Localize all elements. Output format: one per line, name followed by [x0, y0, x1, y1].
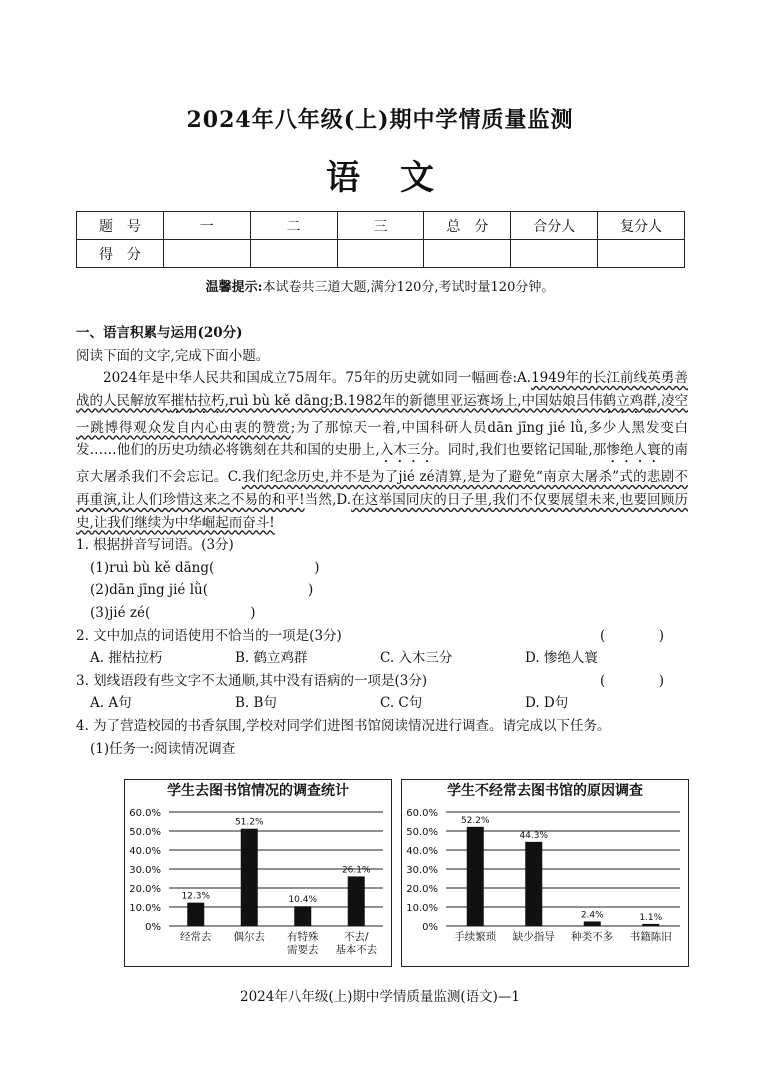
sentence-d: 在这举国同庆的日子里,我们不仅要展望未来,也要回顾历史,让我们继续为中华崛起而奋斗! — [76, 491, 688, 531]
x-tick-line: 缺少指导 — [512, 931, 555, 943]
q1-item-text: (2)dān jīng jié lǜ( — [90, 582, 208, 599]
dotted-word: 鹤立鸡群 — [602, 392, 657, 409]
sentence-c: 我们纪念历史,并不是为了jié zé清算,是为了避免“南京大屠杀”式的悲剧不再重演,让人们珍惜这来之不易的和平! — [76, 469, 688, 508]
option: A. 摧枯拉朽 — [90, 650, 163, 667]
page-title: 2024年八年级(上)期中学情质量监测 — [186, 107, 574, 133]
score-entry-cell[interactable] — [511, 240, 598, 268]
bar — [584, 921, 601, 926]
y-tick-label: 10.0% — [406, 903, 438, 914]
question-3-stem: 3. 划线语段有些文字不太通顺,其中没有语病的一项是(3分) — [76, 672, 428, 689]
bar — [241, 829, 258, 926]
y-tick-label: 50.0% — [129, 827, 161, 838]
section-one — [76, 322, 688, 760]
q1-item — [76, 579, 688, 602]
chart-title: 学生去图书馆情况的调查统计 — [167, 783, 349, 799]
x-tick-label — [180, 930, 212, 943]
y-tick-label: 50.0% — [406, 827, 438, 838]
passage-text: 2024年是中华人民共和国成立75周年。75年的历史就如同一幅画卷:A. — [103, 370, 532, 387]
x-tick-label — [234, 930, 266, 943]
data-label: 2.4% — [580, 910, 604, 921]
option: C. 入木三分 — [380, 650, 453, 667]
score-cell: 合分人 — [511, 212, 598, 240]
question-3-options — [76, 692, 688, 715]
y-tick-label: 20.0% — [406, 884, 438, 895]
tip-label: 温馨提示: — [205, 280, 263, 295]
data-label: 26.1% — [341, 865, 371, 876]
option: B. 鹤立鸡群 — [235, 650, 308, 667]
q1-item — [76, 602, 688, 625]
chart-svg — [125, 804, 391, 966]
y-tick-label: 20.0% — [129, 884, 161, 895]
sentence-a: 1949年的长江前线英勇善战的人民解放军 — [76, 370, 688, 409]
score-entry-cell[interactable] — [163, 240, 250, 268]
dotted-word: 入木三分 — [379, 442, 435, 459]
answer-paren[interactable]: ( ) — [599, 672, 684, 689]
score-entry-cell[interactable] — [424, 240, 511, 268]
y-tick-label: 60.0% — [129, 808, 161, 819]
dotted-word: 惨绝人寰 — [606, 442, 661, 459]
x-tick-line: 不去/ — [343, 931, 369, 943]
exam-tip — [0, 276, 760, 295]
option: B. B句 — [235, 695, 277, 712]
x-tick-line: 经常去 — [180, 931, 212, 943]
page-footer: 2024年八年级(上)期中学情质量监测(语文)—1 — [239, 989, 520, 1005]
score-cell: 三 — [337, 212, 424, 240]
score-table-score-row — [77, 240, 685, 268]
score-cell: 一 — [163, 212, 250, 240]
q1-item-text: (1)ruì bù kě dāng( — [90, 559, 215, 576]
data-label: 12.3% — [181, 891, 211, 902]
q1-close: ) — [314, 559, 320, 576]
score-table-header-row — [77, 212, 685, 240]
option: C. C句 — [380, 695, 423, 712]
x-tick-label — [513, 930, 555, 943]
x-tick-line: 基本不去 — [335, 944, 378, 956]
instruction: 阅读下面的文字,完成下面小题。 — [76, 347, 270, 364]
x-tick-line: 需要去 — [287, 944, 319, 956]
option: D. D句 — [525, 695, 569, 712]
option: D. 惨绝人寰 — [525, 650, 598, 667]
question-4-stem: 4. 为了营造校园的书香氛围,学校对同学们进图书馆阅读情况进行调查。请完成以下任务。 — [76, 717, 611, 734]
y-tick-label: 40.0% — [406, 846, 438, 857]
question-2-stem: 2. 文中加点的词语使用不恰当的一项是(3分) — [76, 627, 342, 644]
score-entry-cell[interactable] — [250, 240, 337, 268]
reading-passage — [76, 367, 688, 534]
q1-close: ) — [250, 604, 256, 621]
bar — [525, 842, 542, 926]
data-label: 1.1% — [639, 912, 663, 923]
subject-text: 语文 — [326, 158, 474, 198]
score-cell: 二 — [250, 212, 337, 240]
chart-svg — [402, 804, 688, 966]
score-entry-cell[interactable] — [337, 240, 424, 268]
x-tick-label — [630, 930, 672, 943]
answer-paren[interactable]: ( ) — [599, 627, 684, 644]
score-table — [76, 211, 685, 268]
sentence-b: ;B.1982年的新德里亚运赛场上,中国姑娘吕伟 — [328, 392, 603, 409]
x-tick-line: 书籍陈旧 — [629, 931, 672, 943]
question-3-row — [76, 670, 688, 693]
x-tick-label — [335, 930, 377, 956]
x-tick-line: 手续繁琐 — [454, 931, 497, 943]
y-tick-label: 0% — [422, 922, 438, 933]
question-2-options — [76, 647, 688, 670]
data-label: 10.4% — [288, 895, 318, 906]
x-tick-label — [287, 930, 319, 956]
y-tick-label: 10.0% — [129, 903, 161, 914]
q1-item-text: (3)jié zé( — [90, 604, 151, 621]
pinyin-blank: ,ruì bù kě dāng — [224, 392, 329, 409]
passage-text: 。同时,我们也要铭记国耻,那 — [434, 442, 607, 459]
section-title: 一、语言积累与运用(20分) — [76, 325, 243, 341]
question-1-stem: 1. 根据拼音写词语。(3分) — [76, 537, 234, 554]
score-cell: 总 分 — [424, 212, 511, 240]
option: A. A句 — [90, 695, 132, 712]
data-label: 44.3% — [519, 830, 549, 841]
x-tick-line: 偶尔去 — [233, 931, 265, 943]
x-tick-label — [454, 930, 496, 943]
y-tick-label: 0% — [145, 922, 161, 933]
tip-text: 本试卷共三道大题,满分120分,考试时量120分钟。 — [262, 280, 555, 295]
bar — [294, 906, 311, 926]
chart-title: 学生不经常去图书馆的原因调查 — [447, 783, 643, 799]
data-label: 52.2% — [460, 815, 490, 826]
x-tick-line: 种类不多 — [571, 931, 614, 943]
bar — [642, 924, 659, 926]
x-tick-label — [571, 930, 613, 943]
data-label: 51.2% — [234, 817, 264, 828]
bar — [187, 903, 204, 926]
y-tick-label: 40.0% — [129, 846, 161, 857]
y-tick-label: 60.0% — [406, 808, 438, 819]
q1-close: ) — [308, 582, 314, 599]
score-cell: 题 号 — [77, 212, 164, 240]
sentence-b-rest: ,凌空一跳博得观众发自内心由衷的赞赏 — [76, 392, 689, 436]
y-tick-label: 30.0% — [129, 865, 161, 876]
score-cell: 复分人 — [598, 212, 685, 240]
y-tick-label: 30.0% — [406, 865, 438, 876]
task-1: (1)任务一:阅读情况调查 — [90, 740, 236, 757]
score-entry-cell[interactable] — [598, 240, 685, 268]
chart-library-visits — [124, 779, 392, 967]
dotted-word: 摧枯拉朽 — [170, 392, 225, 409]
subject-title — [0, 150, 760, 199]
x-tick-line: 有特殊 — [287, 931, 319, 943]
question-2-row — [76, 625, 688, 648]
score-cell: 得 分 — [77, 240, 164, 268]
chart-reasons — [401, 779, 689, 967]
q1-item — [76, 557, 688, 580]
bar — [467, 827, 484, 926]
bar — [348, 876, 365, 926]
passage-text: ;为了那惊天一着,中国科研人员dān jīng jié lǜ,多少人黑发变白发……他们的历史功绩必将镌刻在共和国的史册上, — [76, 419, 689, 459]
passage-text: 的南京大屠杀我们不会忘记。C. — [76, 442, 689, 486]
passage-text: 当然,D. — [304, 491, 352, 508]
